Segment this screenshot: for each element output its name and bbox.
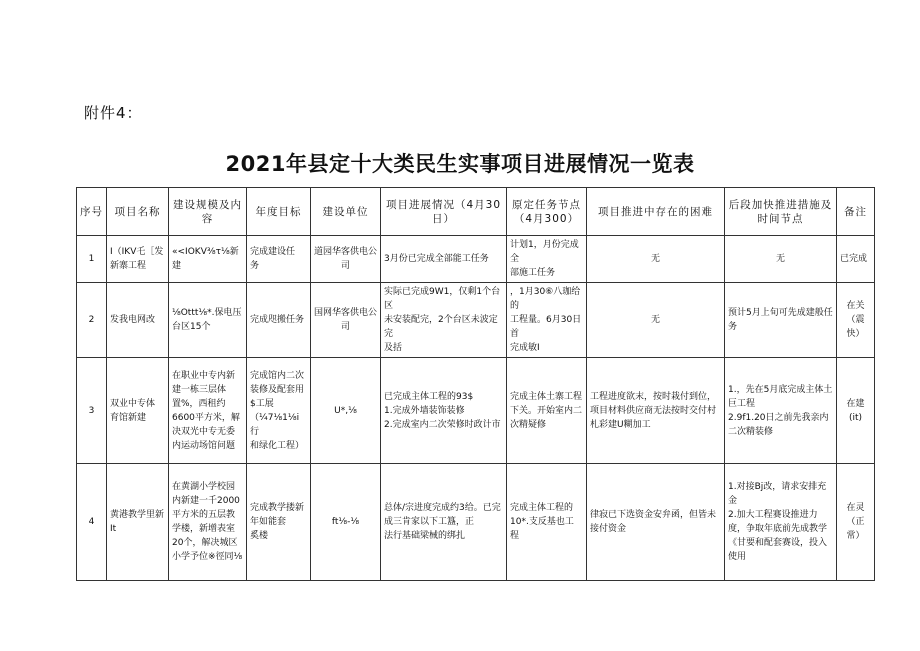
header-name: 项目名称 bbox=[107, 188, 169, 236]
row-next: 预计5月上旬可先成建般任务 bbox=[725, 283, 837, 358]
table-row bbox=[77, 358, 875, 464]
row-seq: 1 bbox=[77, 236, 107, 283]
row-name: I（IKV乇［发 新寨工程 bbox=[107, 236, 169, 283]
row-unit: U*,⅛ bbox=[311, 358, 381, 464]
row-goal: 完成建设任 务 bbox=[247, 236, 311, 283]
row-goal: 完成教学搂新 年如能套 奚楼 bbox=[247, 464, 311, 581]
header-difficulty: 项目推进中存在的困难 bbox=[587, 188, 725, 236]
attachment-label: 附件4： bbox=[84, 104, 143, 122]
row-node: 完成主体工程的 10*.支反基也工 程 bbox=[507, 464, 587, 581]
page-title: 2021年县定十大类民生实事项目进展情况一览表 bbox=[225, 152, 695, 176]
row-unit: ft⅛-⅛ bbox=[311, 464, 381, 581]
header-goal: 年度目标 bbox=[247, 188, 311, 236]
row-difficulty: 无 bbox=[587, 283, 725, 358]
row-goal: 完成咫搬任务 bbox=[247, 283, 311, 358]
progress-table bbox=[76, 187, 875, 581]
row-scale: 在黄湖小学校园内新建一千2000平方米的五层教学楼，新增表室20个，解决城区小学予位※徑同⅛ bbox=[169, 464, 247, 581]
header-unit: 建设单位 bbox=[311, 188, 381, 236]
row-seq: 4 bbox=[77, 464, 107, 581]
row-goal: 完成馆内二次 装修及配套用 $工展 （¼7⅛1⅛i行 和绿化工程） bbox=[247, 358, 311, 464]
row-unit: 国网华客供电公 司 bbox=[311, 283, 381, 358]
row-difficulty: 律寂已下选资金安弁函，但皆未接付资金 bbox=[587, 464, 725, 581]
row-name: 发我电网改 bbox=[107, 283, 169, 358]
header-seq: 序号 bbox=[77, 188, 107, 236]
row-node: 计划1，月份完成全 部施工任务 bbox=[507, 236, 587, 283]
header-node: 原定任务节点（4月300） bbox=[507, 188, 587, 236]
row-scale: «<IOKV⅜τ⅛新建 bbox=[169, 236, 247, 283]
header-note: 备注 bbox=[837, 188, 875, 236]
row-scale: ⅛Ottt⅛*.保电压 台区15个 bbox=[169, 283, 247, 358]
row-progress: 3月份已完成全部能工任务 bbox=[381, 236, 507, 283]
row-unit: 道园华客供电公 司 bbox=[311, 236, 381, 283]
row-node: 完成主体土寨工程 下关。开始室内二 次精疑修 bbox=[507, 358, 587, 464]
row-name: 双业中专体 育馆新建 bbox=[107, 358, 169, 464]
row-note: 在建(it) bbox=[837, 358, 875, 464]
header-scale: 建设规模及内容 bbox=[169, 188, 247, 236]
row-next: 1.对接Bj改，请求安排充金 2.加大工程赛设推进力度，争取年底前先成教学《甘要和配套赛设，投入使用 bbox=[725, 464, 837, 581]
row-progress: 总体/宗进度完成约3给。已完 成三肯家以下工簋，正 法行基础梁械的绑扎 bbox=[381, 464, 507, 581]
row-progress: 已完成主体工程的93$ 1.完成外墙装饰装修 2.完成室内二次荣修时政计市 bbox=[381, 358, 507, 464]
table-header-row bbox=[77, 188, 875, 236]
header-progress: 项目进展情况（4月30日） bbox=[381, 188, 507, 236]
row-difficulty: 无 bbox=[587, 236, 725, 283]
table-row bbox=[77, 464, 875, 581]
row-scale: 在职业中专内新建一栋三层体置%，西租约6600平方米，解决双光中专无委内运动场馆问题 bbox=[169, 358, 247, 464]
row-next: 无 bbox=[725, 236, 837, 283]
header-next: 后段加快推进措施及时间节点 bbox=[725, 188, 837, 236]
row-difficulty: 工程进度欲末，按时栽付到位，项目材料供应商无法按时交付村札彩建U糊加工 bbox=[587, 358, 725, 464]
table-row bbox=[77, 283, 875, 358]
row-note: 在关 （震快） bbox=[837, 283, 875, 358]
row-seq: 2 bbox=[77, 283, 107, 358]
row-progress: 实际已完成9W1，仅剩1个台区 未安装配完，2个台区未波定完 及括 bbox=[381, 283, 507, 358]
row-name: 黄港教学里新 It bbox=[107, 464, 169, 581]
row-note: 在灵 （正常） bbox=[837, 464, 875, 581]
row-node: ，1月30⑥八珈给的 工程量。6月30日首 完成敏I bbox=[507, 283, 587, 358]
row-next: 1.，先在5月底完成主体土巨工程 2.9f1.20日之前先我亲内二次精装修 bbox=[725, 358, 837, 464]
row-seq: 3 bbox=[77, 358, 107, 464]
row-note: 已完成 bbox=[837, 236, 875, 283]
table-row bbox=[77, 236, 875, 283]
